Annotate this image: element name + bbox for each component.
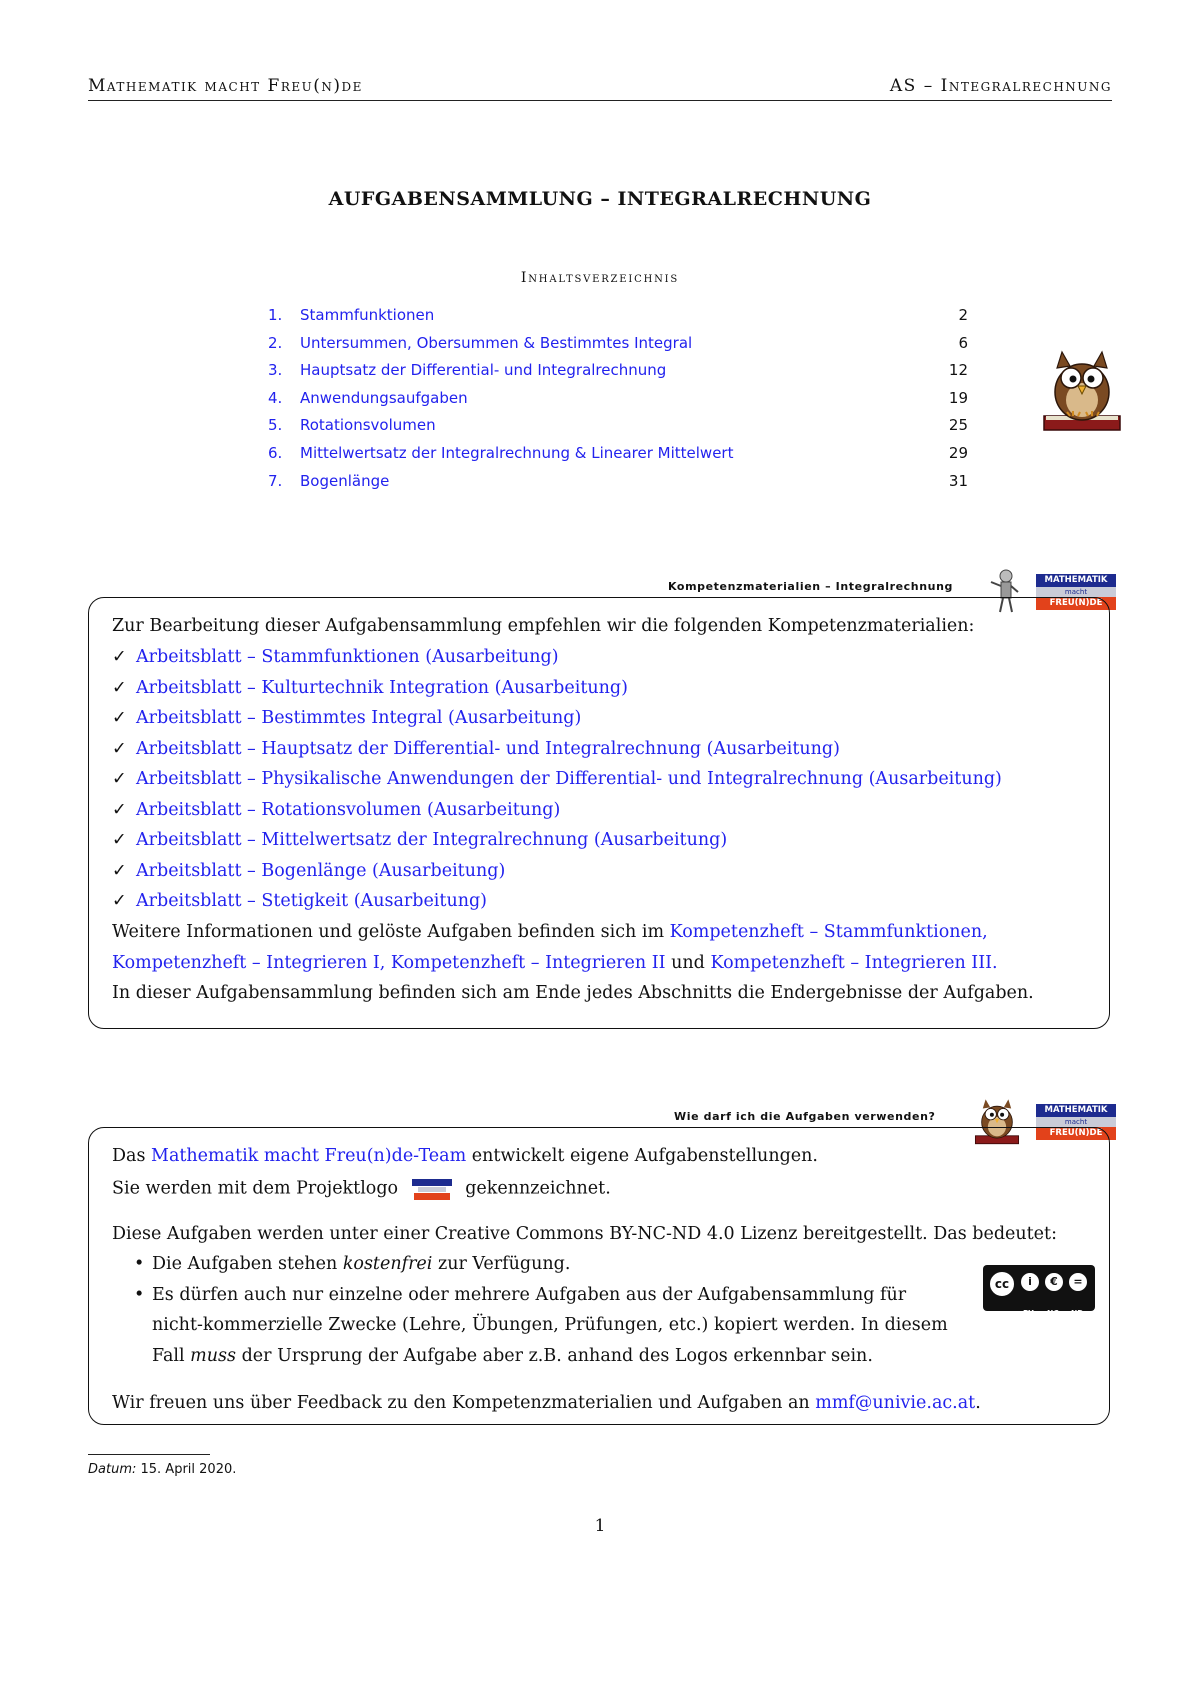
materials-list-item: [112, 861, 505, 881]
attribution-icon: i: [1019, 1271, 1041, 1293]
checkmark-icon: ✓: [112, 678, 127, 698]
checkmark-icon: ✓: [112, 739, 127, 759]
further-info-line1: [112, 922, 988, 942]
solution-link[interactable]: (Ausarbeitung): [372, 861, 506, 881]
noderivatives-icon: =: [1067, 1271, 1089, 1293]
materials-list-item: [112, 800, 560, 820]
materials-list-item: [112, 678, 628, 698]
page-number: 1: [594, 1516, 606, 1536]
toc-item-number: 7.: [268, 471, 283, 490]
toc-item[interactable]: [268, 389, 968, 417]
kompetenzheft-link[interactable]: Kompetenzheft – Stammfunktionen,: [669, 922, 988, 942]
badge-line2: macht: [1036, 1117, 1116, 1127]
footnote-label: Datum:: [88, 1462, 137, 1477]
conjunction-text: und: [671, 953, 705, 973]
material-link[interactable]: Arbeitsblatt – Physikalische Anwendungen der Differential- und Integralrechnung: [136, 769, 864, 789]
further-info-text: Weitere Informationen und gelöste Aufgaben befinden sich im: [112, 922, 665, 942]
owl-mascot-icon: [1040, 346, 1124, 434]
running-header-left: Mathematik macht Freu(n)de: [88, 76, 363, 96]
feedback-line: [112, 1393, 981, 1413]
badge-line1: MATHEMATIK: [1036, 1104, 1116, 1117]
box1-tab-label: Kompetenzmaterialien – Integralrechnung: [668, 580, 953, 593]
solution-link[interactable]: (Ausarbeitung): [425, 647, 559, 667]
bullet-icon: •: [134, 1254, 145, 1274]
usage-rights-box: [88, 1127, 1110, 1425]
checkmark-icon: ✓: [112, 861, 127, 881]
team-line-prefix: Das: [112, 1146, 146, 1166]
toc-item-page: 31: [948, 471, 968, 490]
toc-item-link[interactable]: Bogenlänge: [300, 471, 390, 490]
materials-list-item: [112, 739, 840, 759]
header-rule: [88, 100, 1112, 101]
toc-item-number: 6.: [268, 443, 283, 462]
toc-item[interactable]: [268, 306, 968, 334]
material-link[interactable]: Arbeitsblatt – Rotationsvolumen: [136, 800, 422, 820]
logo-line-prefix: Sie werden mit dem Projektlogo: [112, 1178, 399, 1199]
bullet-emphasis: muss: [190, 1346, 236, 1366]
solution-link[interactable]: (Ausarbeitung): [494, 678, 628, 698]
license-line: Diese Aufgaben werden unter einer Creative Commons BY-NC-ND 4.0 Lizenz bereitgestellt. Das bedeutet:: [112, 1224, 1057, 1244]
email-link[interactable]: mmf@univie.ac.at: [815, 1393, 976, 1413]
solution-link[interactable]: (Ausarbeitung): [706, 739, 840, 759]
toc-item-number: 3.: [268, 361, 283, 380]
footnote-date: 15. April 2020.: [140, 1462, 237, 1477]
material-link[interactable]: Arbeitsblatt – Stammfunktionen: [136, 647, 420, 667]
team-link[interactable]: Mathematik macht Freu(n)de-Team: [151, 1146, 467, 1166]
bullet-item: [134, 1285, 907, 1305]
toc-item[interactable]: [268, 444, 968, 472]
bullet-emphasis: kostenfrei: [342, 1254, 433, 1274]
solution-link[interactable]: (Ausarbeitung): [448, 708, 582, 728]
badge-line3: FREU(N)DE: [1036, 1127, 1116, 1140]
badge-line3: FREU(N)DE: [1036, 597, 1116, 610]
noncommercial-icon: €: [1043, 1271, 1065, 1293]
materials-list-item: [112, 769, 1002, 789]
box1-intro: Zur Bearbeitung dieser Aufgabensammlung empfehlen wir die folgenden Kompetenzmaterialien:: [112, 616, 975, 636]
material-link[interactable]: Arbeitsblatt – Bestimmtes Integral: [136, 708, 443, 728]
toc-item-link[interactable]: Rotationsvolumen: [300, 416, 436, 435]
bullet-text: Es dürfen auch nur einzelne oder mehrere Aufgaben aus der Aufgabensammlung für: [152, 1285, 907, 1305]
bullet-text: Fall: [152, 1346, 185, 1366]
creative-commons-badge: [983, 1265, 1095, 1318]
solution-link[interactable]: (Ausarbeitung): [593, 830, 728, 850]
toc-item-number: 2.: [268, 333, 283, 352]
toc-item-link[interactable]: Untersummen, Obersummen & Bestimmtes Integral: [300, 333, 693, 352]
solution-link[interactable]: (Ausarbeitung): [868, 769, 1002, 789]
cc-nc-label: NC: [1047, 1309, 1059, 1318]
toc-item-link[interactable]: Stammfunktionen: [300, 306, 435, 324]
checkmark-icon: ✓: [112, 769, 127, 789]
checkmark-icon: ✓: [112, 708, 127, 728]
box2-tab-label: Wie darf ich die Aufgaben verwenden?: [674, 1110, 936, 1123]
footnote-rule: [88, 1454, 210, 1455]
toc-item-page: 2: [958, 306, 968, 324]
kompetenzheft-link[interactable]: Kompetenzheft – Integrieren I,: [112, 953, 386, 973]
cc-icon: cc: [988, 1270, 1016, 1298]
toc-item-link[interactable]: Anwendungsaufgaben: [300, 388, 468, 407]
cc-by-label: BY: [1023, 1309, 1034, 1318]
badge-line2: macht: [1036, 587, 1116, 597]
material-link[interactable]: Arbeitsblatt – Bogenlänge: [136, 861, 367, 881]
checkmark-icon: ✓: [112, 891, 127, 911]
toc-item[interactable]: [268, 361, 968, 389]
running-header-right: AS – Integralrechnung: [889, 76, 1112, 96]
checkmark-icon: ✓: [112, 830, 127, 850]
materials-list-item: [112, 708, 581, 728]
bullet-continuation: [152, 1346, 873, 1366]
bullet-continuation: nicht-kommerzielle Zwecke (Lehre, Übungen, Prüfungen, etc.) kopiert werden. In diesem: [152, 1315, 948, 1335]
project-logo-small-icon: [410, 1177, 454, 1201]
checkmark-icon: ✓: [112, 647, 127, 667]
toc-item[interactable]: [268, 334, 968, 362]
feedback-text: Wir freuen uns über Feedback zu den Kompetenzmaterialien und Aufgaben an: [112, 1393, 810, 1413]
kompetenzheft-link[interactable]: Kompetenzheft – Integrieren II: [390, 953, 666, 973]
material-link[interactable]: Arbeitsblatt – Hauptsatz der Differential- und Integralrechnung: [136, 739, 702, 759]
logo-line-suffix: gekennzeichnet.: [465, 1178, 611, 1199]
feedback-period: .: [975, 1393, 981, 1413]
toc-item-page: 19: [948, 388, 968, 407]
toc-item-link[interactable]: Hauptsatz der Differential- und Integralrechnung: [300, 361, 667, 380]
materials-list-item: [112, 891, 487, 911]
bullet-text: Die Aufgaben stehen: [152, 1254, 338, 1274]
solution-link[interactable]: (Ausarbeitung): [427, 800, 561, 820]
bullet-text: der Ursprung der Aufgabe aber z.B. anhand des Logos erkennbar sein.: [241, 1346, 873, 1366]
toc-item-link[interactable]: Mittelwertsatz der Integralrechnung & Linearer Mittelwert: [300, 443, 734, 462]
toc-item-page: 29: [948, 443, 968, 462]
badge-line1: MATHEMATIK: [1036, 574, 1116, 587]
team-line-suffix: entwickelt eigene Aufgabenstellungen.: [471, 1146, 818, 1166]
toc-item-number: 5.: [268, 416, 283, 435]
materials-list-item: [112, 830, 727, 850]
material-link[interactable]: Arbeitsblatt – Mittelwertsatz der Integralrechnung: [136, 830, 589, 850]
bullet-icon: •: [134, 1285, 145, 1305]
toc-heading: Inhaltsverzeichnis: [520, 270, 680, 286]
toc-item-number: 4.: [268, 388, 283, 407]
bullet-text: zur Verfügung.: [437, 1254, 571, 1274]
toc-item-page: 6: [958, 333, 968, 352]
cc-nd-label: ND: [1071, 1309, 1084, 1318]
checkmark-icon: ✓: [112, 800, 127, 820]
further-info-line2: [112, 953, 998, 973]
material-link[interactable]: Arbeitsblatt – Stetigkeit: [136, 891, 349, 911]
table-of-contents: [268, 306, 968, 499]
toc-item-number: 1.: [268, 306, 283, 324]
materials-list-item: [112, 647, 559, 667]
footnote: [88, 1462, 236, 1477]
toc-item-page: 25: [948, 416, 968, 435]
bullet-item: [134, 1254, 571, 1274]
toc-item[interactable]: [268, 472, 968, 500]
logo-line: [112, 1177, 611, 1201]
kompetenzheft-link[interactable]: Kompetenzheft – Integrieren III.: [710, 953, 998, 973]
box1-end-note: In dieser Aufgabensammlung befinden sich am Ende jedes Abschnitts die Endergebnisse der Aufgaben.: [112, 983, 1034, 1003]
solution-link[interactable]: (Ausarbeitung): [353, 891, 488, 911]
material-link[interactable]: Arbeitsblatt – Kulturtechnik Integration: [136, 678, 490, 698]
document-title: AUFGABENSAMMLUNG – INTEGRALRECHNUNG: [328, 188, 872, 210]
toc-item-page: 12: [948, 361, 968, 380]
toc-item[interactable]: [268, 416, 968, 444]
team-line: [112, 1146, 818, 1166]
